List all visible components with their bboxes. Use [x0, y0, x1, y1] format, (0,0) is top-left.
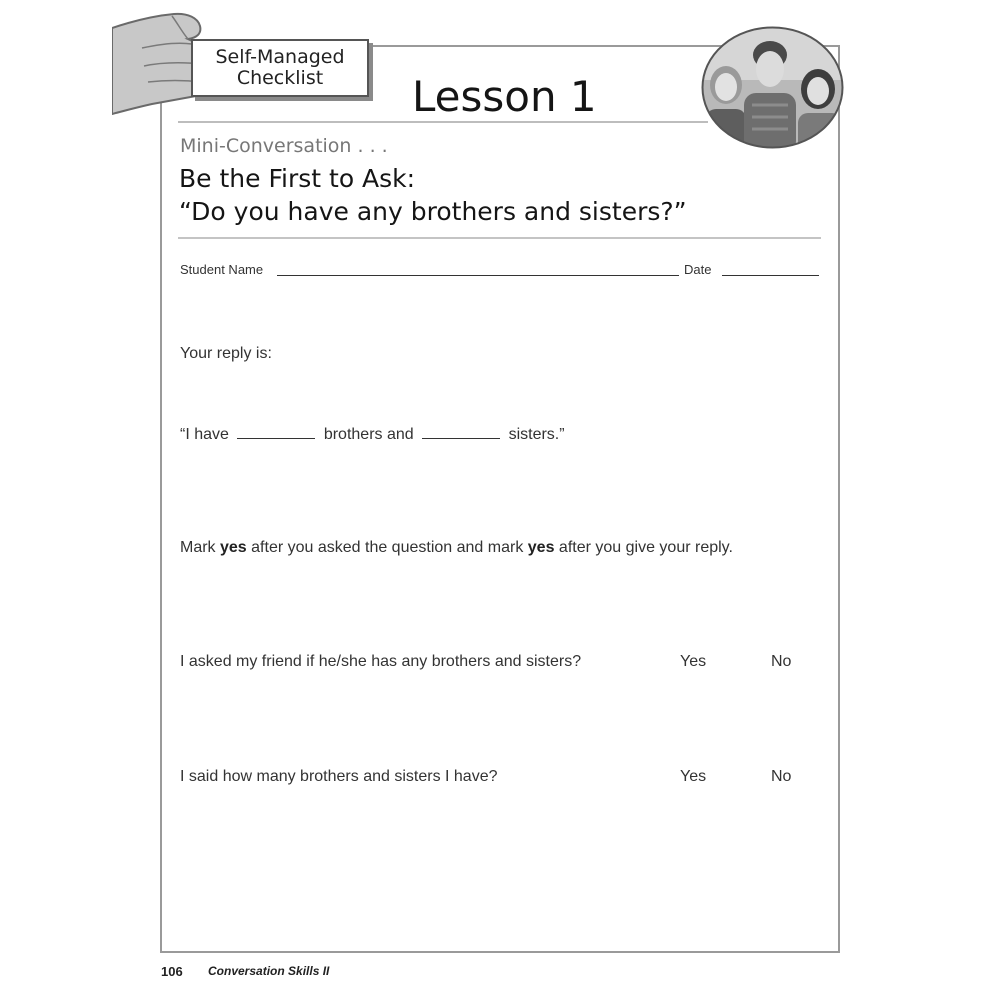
heading-divider	[178, 237, 821, 239]
heading-line-2: “Do you have any brothers and sisters?”	[179, 197, 687, 226]
mini-conversation-kicker: Mini-Conversation . . .	[180, 135, 388, 157]
book-title: Conversation Skills II	[208, 964, 330, 978]
instruction-text	[180, 539, 733, 557]
heading-line-1: Be the First to Ask:	[179, 164, 416, 193]
instruction-part-3: after you give your reply.	[554, 539, 733, 556]
lesson-divider	[178, 121, 708, 123]
checklist-yes-2[interactable]: Yes	[680, 768, 707, 785]
instruction-yes-1: yes	[220, 539, 247, 556]
group-photo	[700, 25, 845, 150]
reply-sentence	[180, 424, 565, 444]
page-number: 106	[161, 964, 183, 979]
date-label: Date	[684, 262, 712, 277]
student-name-label: Student Name	[180, 262, 264, 277]
reply-intro: Your reply is:	[180, 345, 272, 362]
self-managed-checklist-tag	[191, 39, 369, 97]
lesson-title: Lesson 1	[412, 72, 597, 121]
checklist-question-1: I asked my friend if he/she has any brothers and sisters?	[180, 653, 582, 670]
reply-part-1: “I have	[180, 426, 229, 443]
checklist-no-1[interactable]: No	[771, 653, 792, 670]
checklist-yes-1[interactable]: Yes	[680, 653, 707, 670]
checklist-no-2[interactable]: No	[771, 768, 792, 785]
brothers-count-blank[interactable]	[237, 424, 315, 439]
conversation-heading	[179, 162, 687, 228]
instruction-part-2: after you asked the question and mark	[246, 539, 528, 556]
checklist-question-2: I said how many brothers and sisters I have?	[180, 768, 498, 785]
student-name-field[interactable]	[277, 275, 679, 276]
sisters-count-blank[interactable]	[422, 424, 500, 439]
instruction-part-1: Mark	[180, 539, 220, 556]
reply-part-3: sisters.”	[508, 426, 565, 443]
tag-line-2: Checklist	[236, 67, 324, 89]
date-field[interactable]	[722, 275, 819, 276]
tag-line-1: Self-Managed	[215, 46, 345, 68]
instruction-yes-2: yes	[527, 539, 555, 556]
reply-part-2: brothers and	[323, 426, 414, 443]
